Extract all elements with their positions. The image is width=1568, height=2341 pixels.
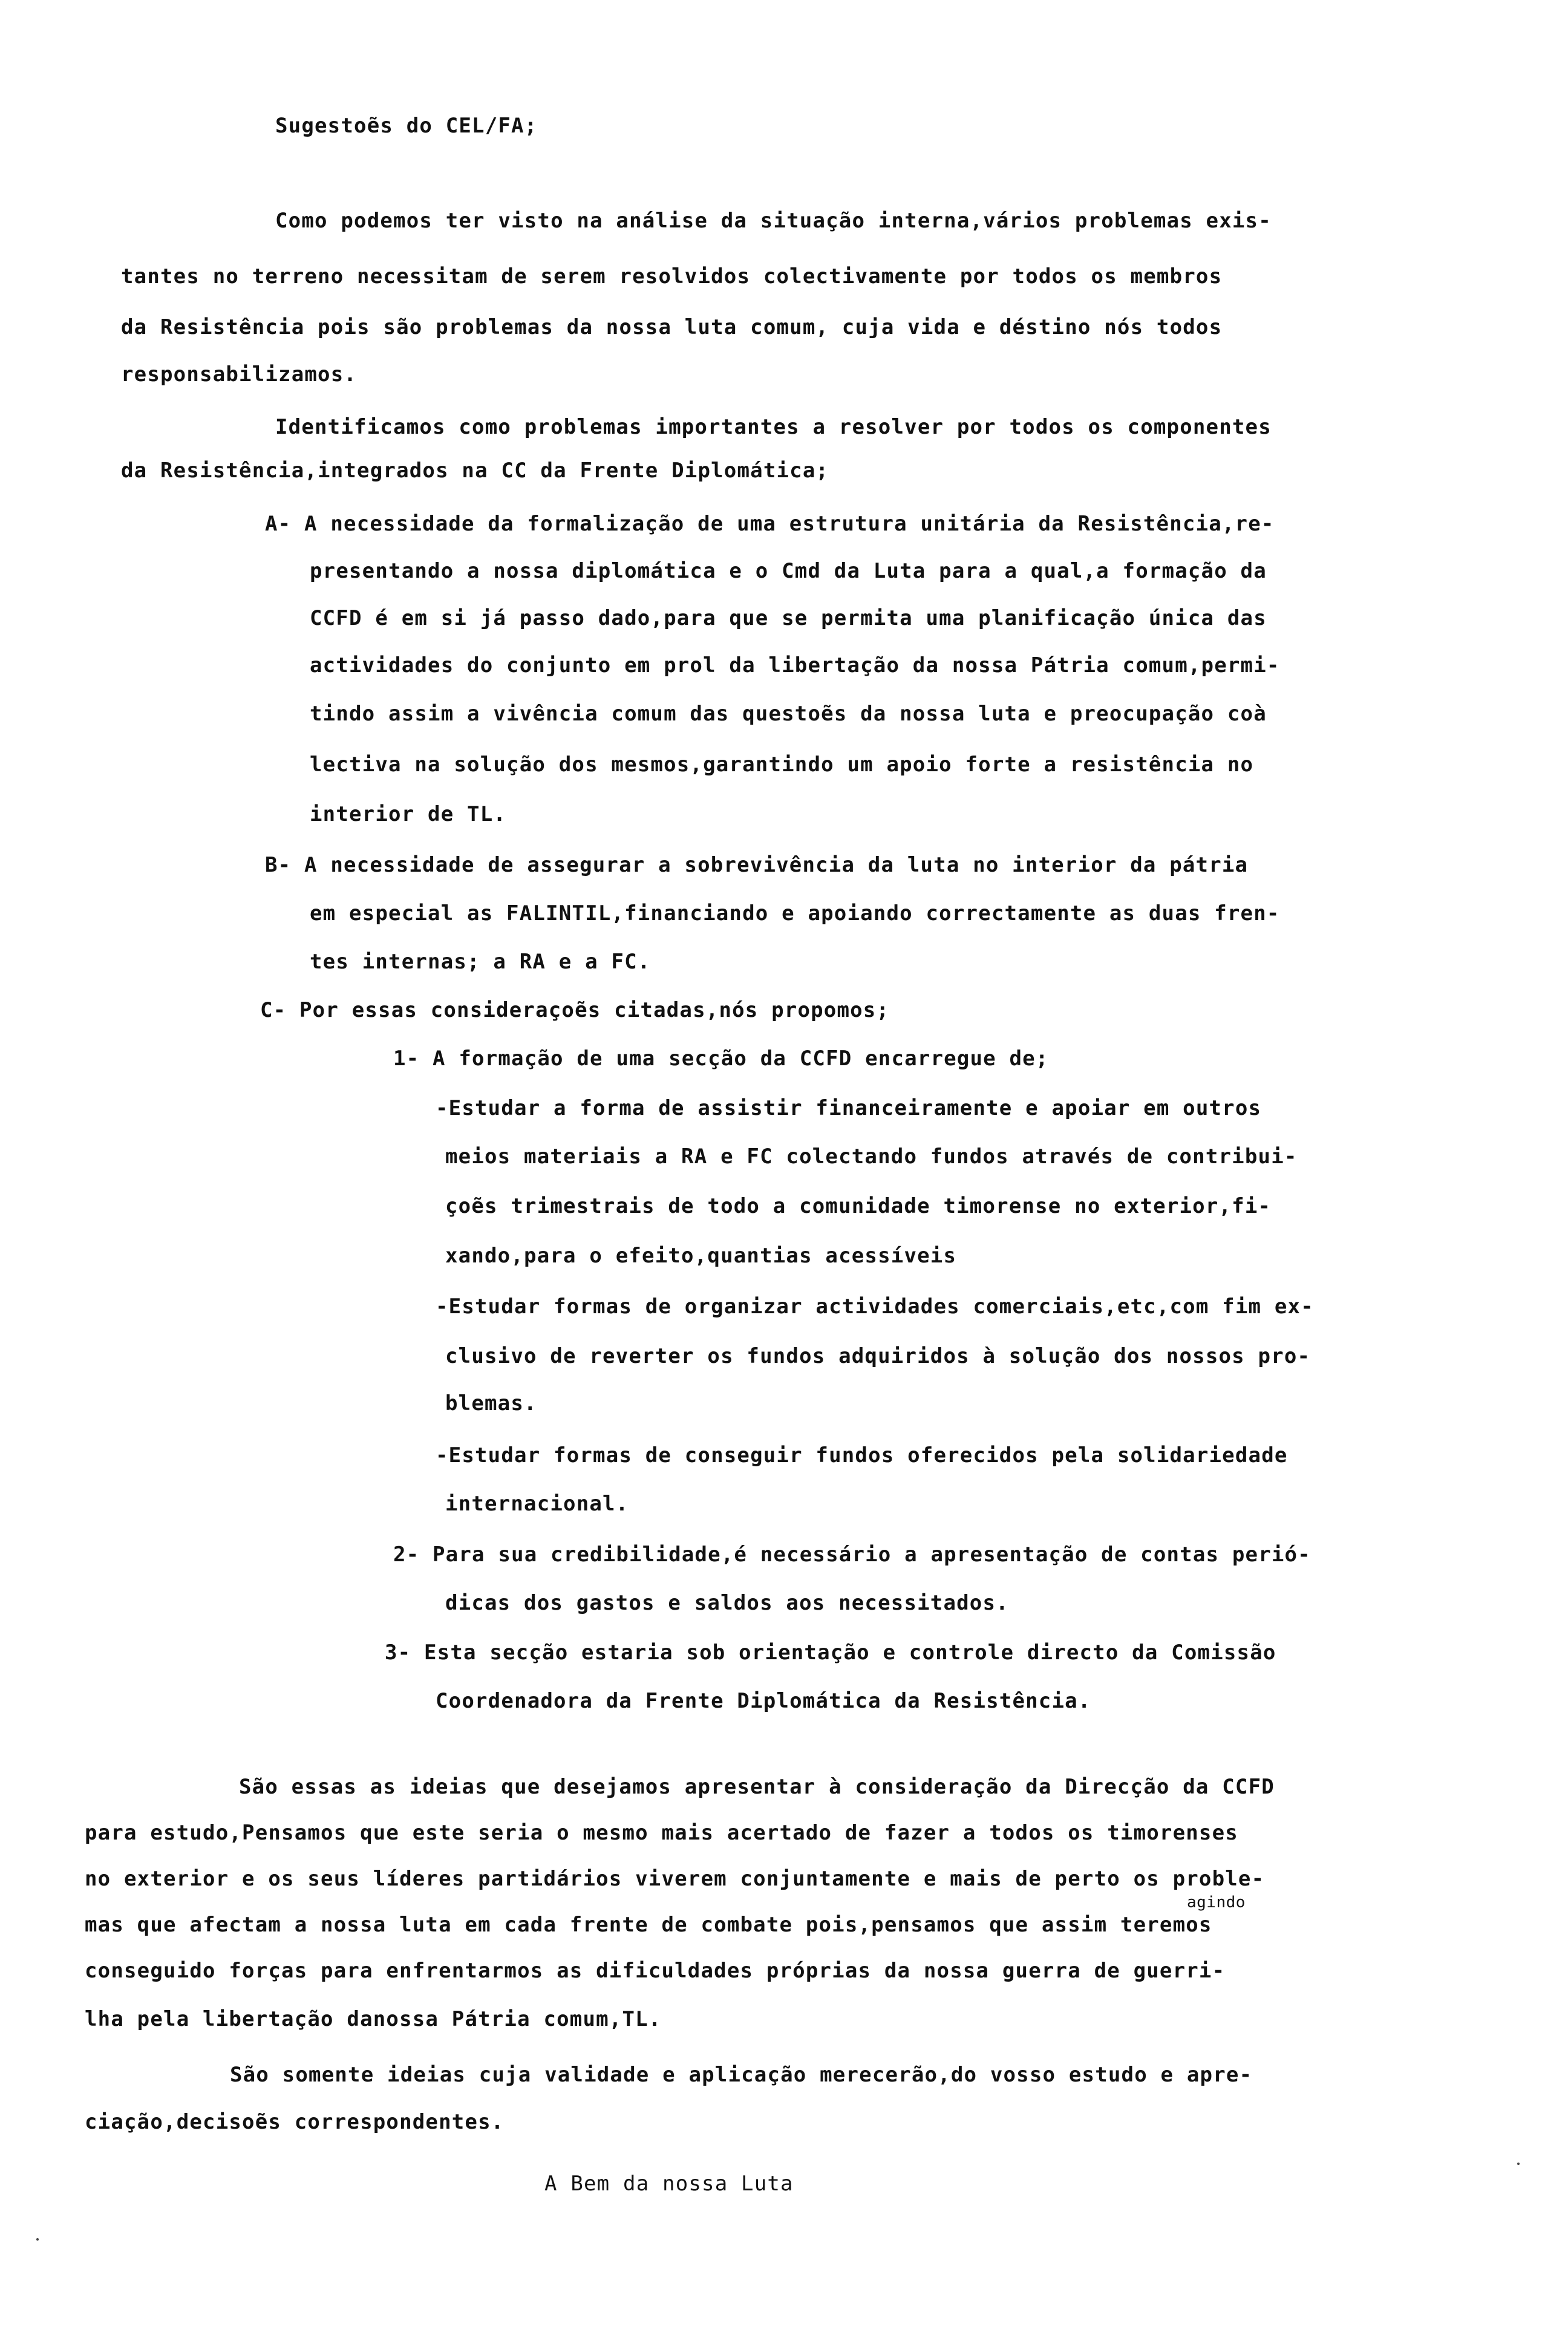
closing-line: lha pela libertação danossa Pátria comum,TL. xyxy=(85,2007,662,2031)
handwritten-annotation: agindo xyxy=(1187,1893,1246,1912)
signoff-line: A Bem da nossa Luta xyxy=(544,2172,794,2196)
scan-speck xyxy=(1517,2163,1520,2165)
proposal-2-line: 2- Para sua credibilidade,é necessário a apresentação de contas perió- xyxy=(393,1543,1311,1567)
scan-speck xyxy=(36,2238,39,2241)
problems-intro-line: da Resistência,integrados na CC da Frente Diplomática; xyxy=(121,459,829,483)
proposal-3-line: Coordenadora da Frente Diplomática da Resistência. xyxy=(436,1689,1091,1713)
document-title: Sugestoẽs do CEL/FA; xyxy=(275,114,538,138)
problems-intro-line: Identificamos como problemas importantes a resolver por todos os componentes xyxy=(275,415,1272,439)
final-line: São somente ideias cuja validade e aplicação merecerão,do vosso estudo e apre- xyxy=(230,2063,1253,2087)
proposal-1-bullet: xando,para o efeito,quantias acessíveis xyxy=(445,1244,957,1268)
item-a-line: actividades do conjunto em prol da libertação da nossa Pátria comum,permi- xyxy=(310,653,1280,677)
proposal-1-bullet: clusivo de reverter os fundos adquiridos à solução dos nossos pro- xyxy=(445,1344,1311,1368)
item-a-line: A- A necessidade da formalização de uma estrutura unitária da Resistência,re- xyxy=(265,512,1275,536)
item-c-line: C- Por essas consideraçoẽs citadas,nós propomos; xyxy=(260,998,890,1022)
item-b-line: B- A necessidade de assegurar a sobrevivência da luta no interior da pátria xyxy=(265,853,1249,877)
item-a-line: presentando a nossa diplomática e o Cmd da Luta para a qual,a formação da xyxy=(310,559,1267,583)
item-b-line: em especial as FALINTIL,financiando e apoiando correctamente as duas fren- xyxy=(310,901,1280,926)
item-a-line: CCFD é em si já passo dado,para que se permita uma planificação única das xyxy=(310,606,1267,630)
proposal-1-bullet: -Estudar formas de conseguir fundos oferecidos pela solidariedade xyxy=(436,1443,1288,1468)
item-a-line: tindo assim a vivência comum das questoẽs da nossa luta e preocupação coà xyxy=(310,702,1267,726)
intro-line: da Resistência pois são problemas da nossa luta comum, cuja vida e déstino nós todos xyxy=(121,315,1223,339)
closing-line: São essas as ideias que desejamos apresentar à consideração da Direcção da CCFD xyxy=(239,1775,1275,1799)
proposal-1-bullet: çoẽs trimestrais de todo a comunidade timorense no exterior,fi- xyxy=(445,1194,1272,1218)
item-a-line: lectiva na solução dos mesmos,garantindo um apoio forte a resistência no xyxy=(310,753,1254,777)
proposal-1-bullet: internacional. xyxy=(445,1492,629,1516)
proposal-1-bullet: -Estudar formas de organizar actividades comerciais,etc,com fim ex- xyxy=(436,1295,1314,1319)
closing-line: para estudo,Pensamos que este seria o mesmo mais acertado de fazer a todos os timorenses xyxy=(85,1821,1238,1845)
proposal-3-line: 3- Esta secção estaria sob orientação e controle directo da Comissão xyxy=(385,1641,1276,1665)
item-a-line: interior de TL. xyxy=(310,802,507,826)
final-line: ciação,decisoẽs correspondentes. xyxy=(85,2110,505,2134)
closing-line: conseguido forças para enfrentarmos as dificuldades próprias da nossa guerra de guerri- xyxy=(85,1959,1226,1983)
closing-line: no exterior e os seus líderes partidários viverem conjuntamente e mais de perto os proble- xyxy=(85,1867,1265,1891)
intro-line: Como podemos ter visto na análise da situação interna,vários problemas exis- xyxy=(275,209,1272,233)
closing-line: mas que afectam a nossa luta em cada frente de combate pois,pensamos que assim teremos xyxy=(85,1913,1212,1937)
proposal-2-line: dicas dos gastos e saldos aos necessitados. xyxy=(445,1591,1009,1615)
intro-line: tantes no terreno necessitam de serem resolvidos colectivamente por todos os membros xyxy=(121,264,1223,289)
proposal-1-bullet: -Estudar a forma de assistir financeiramente e apoiar em outros xyxy=(436,1096,1262,1120)
proposal-1-bullet: meios materiais a RA e FC colectando fundos através de contribui- xyxy=(445,1144,1298,1169)
proposal-1-line: 1- A formação de uma secção da CCFD encarregue de; xyxy=(393,1046,1049,1071)
item-b-line: tes internas; a RA e a FC. xyxy=(310,950,651,974)
intro-line: responsabilizamos. xyxy=(121,362,358,387)
proposal-1-bullet: blemas. xyxy=(445,1391,537,1415)
